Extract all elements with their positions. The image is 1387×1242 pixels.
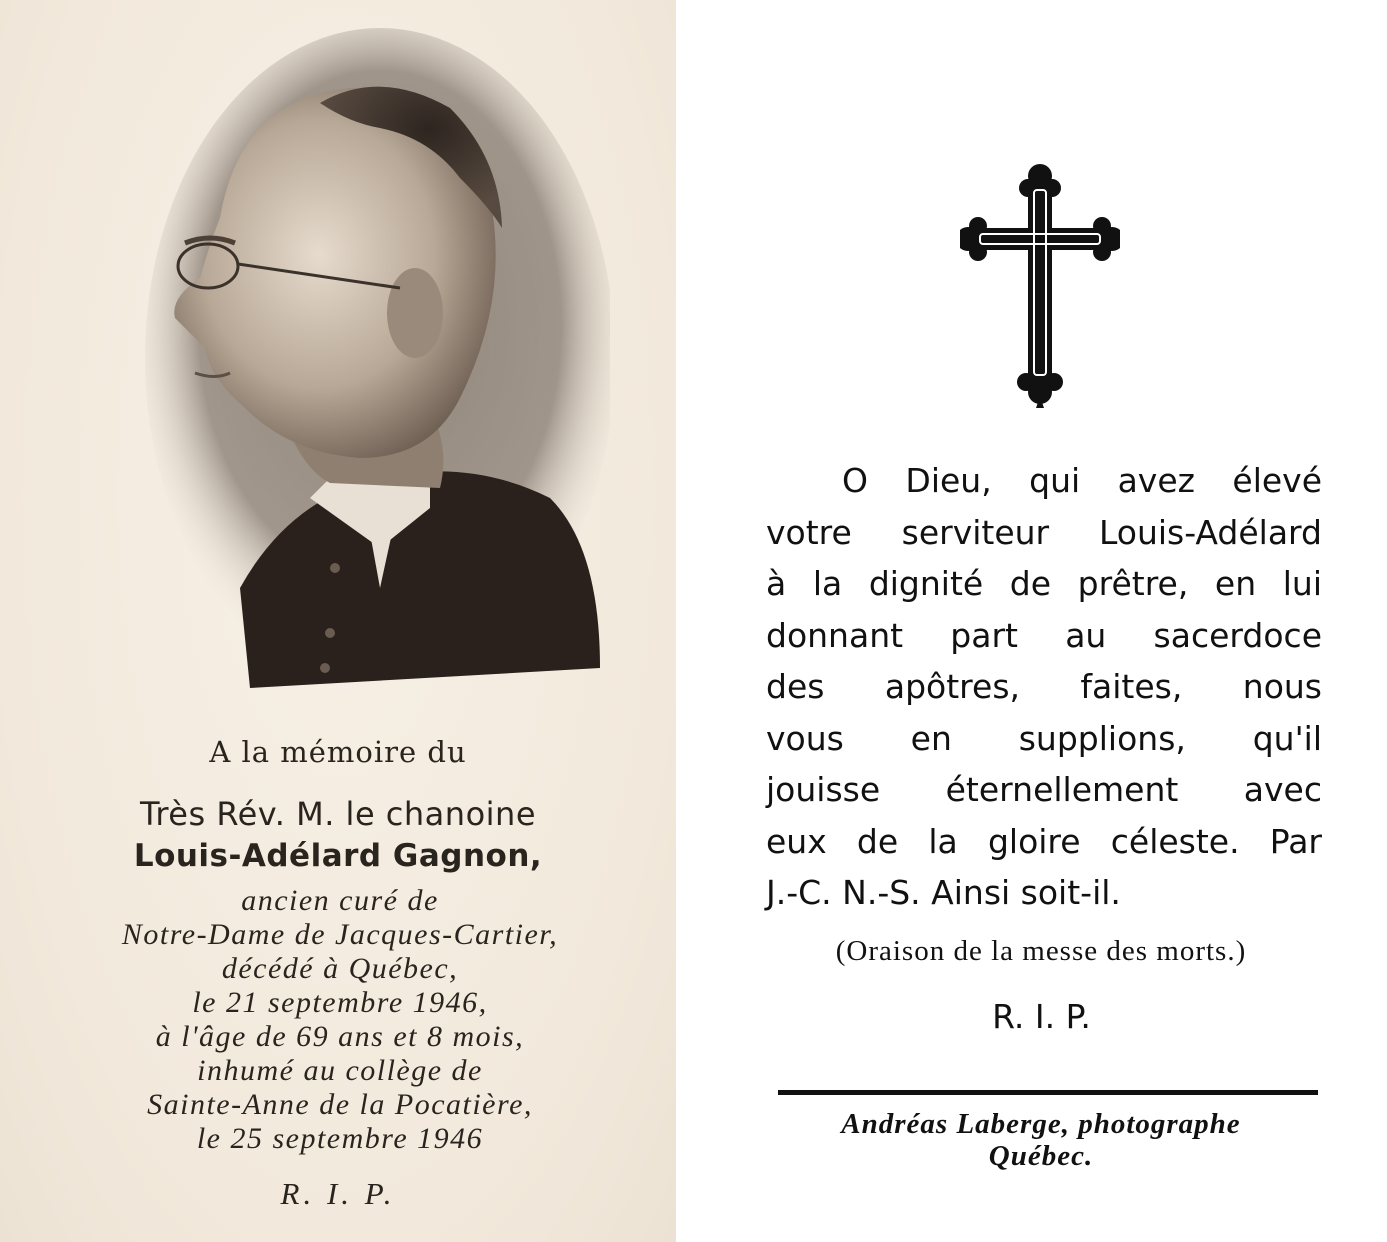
biography-details [40, 884, 640, 1156]
memorial-card-front [0, 0, 676, 1242]
detail-line: Sainte-Anne de la Pocatière, [147, 1088, 533, 1121]
divider-line [778, 1090, 1318, 1095]
prayer-line: donnant part au sacerdoce [766, 615, 1322, 655]
prayer-line: votre serviteur Louis-Adélard [766, 512, 1322, 552]
prayer-line: à la dignité de prêtre, en lui [766, 564, 1322, 603]
detail-line: ancien curé de [241, 884, 439, 917]
prayer-line: des apôtres, faites, nous [766, 667, 1322, 706]
memoire-heading: A la mémoire du [209, 735, 467, 769]
prayer-line: vous en supplions, qu'il [766, 718, 1322, 758]
detail-line: le 25 septembre 1946 [196, 1122, 484, 1155]
detail-line: inhumé au collège de [197, 1054, 483, 1087]
prayer-line: eux de la gloire céleste. Par [766, 821, 1322, 861]
photographer-name: Andréas Laberge, photographe [841, 1108, 1241, 1140]
photographer-credit [736, 1108, 1346, 1172]
detail-line: Notre-Dame de Jacques-Cartier, [121, 918, 559, 951]
memorial-card-back [676, 0, 1387, 1242]
prayer-text [766, 455, 1322, 919]
prayer-line: J.-C. N.-S. Ainsi soit-il. [766, 873, 1121, 912]
detail-line: à l'âge de 69 ans et 8 mois, [155, 1020, 525, 1053]
clergy-title: Très Rév. M. le chanoine [139, 795, 536, 833]
left-rip: R. I. P. [280, 1176, 396, 1211]
prayer-line: jouisse éternellement avec [766, 770, 1322, 809]
prayer-line: O Dieu, qui avez élevé [842, 461, 1322, 500]
detail-line: le 21 septembre 1946, [192, 986, 488, 1019]
deceased-name: Louis-Adélard Gagnon, [133, 838, 543, 874]
photographer-city: Québec. [988, 1140, 1094, 1172]
detail-line: décédé à Québec, [221, 952, 459, 985]
ornate-cross-icon [960, 160, 1120, 410]
right-rip: R. I. P. [992, 997, 1091, 1036]
priest-portrait-photo [130, 28, 610, 708]
oraison-source: (Oraison de la messe des morts.) [835, 935, 1247, 967]
